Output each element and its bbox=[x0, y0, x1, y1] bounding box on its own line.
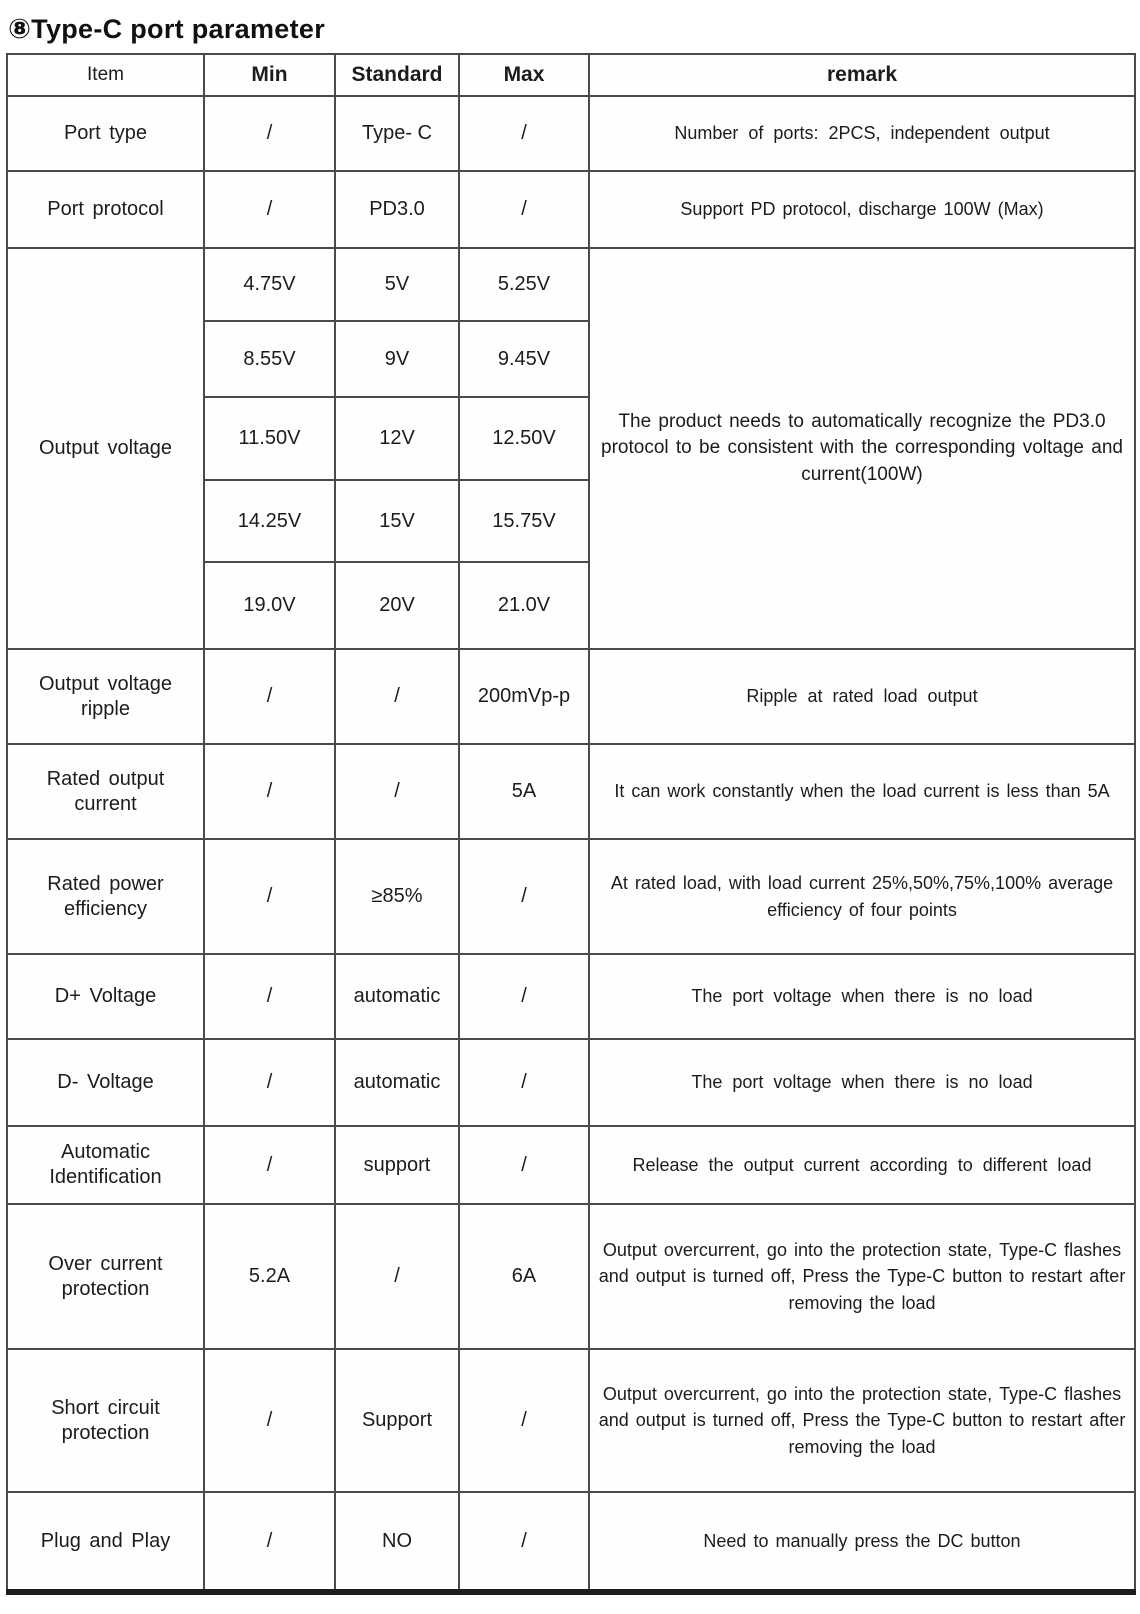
typec-parameter-table bbox=[6, 53, 1136, 1595]
remark-cell: The product needs to automatically recognize the PD3.0 protocol to be consistent with the corresponding voltage and current(100W) bbox=[589, 248, 1135, 649]
item-cell: Port type bbox=[7, 96, 204, 171]
max-cell: / bbox=[459, 96, 589, 171]
max-cell: 200mVp-p bbox=[459, 649, 589, 744]
row-output-voltage-ripple bbox=[7, 649, 1135, 744]
item-cell: D- Voltage bbox=[7, 1039, 204, 1126]
max-cell: / bbox=[459, 171, 589, 248]
standard-cell: support bbox=[335, 1126, 459, 1204]
page-title: ⑧Type-C port parameter bbox=[8, 14, 326, 44]
standard-cell: 12V bbox=[335, 397, 459, 480]
item-cell: Output voltage bbox=[7, 248, 204, 649]
item-cell: Rated power efficiency bbox=[7, 839, 204, 954]
max-cell: 5.25V bbox=[459, 248, 589, 321]
min-cell: / bbox=[204, 1039, 335, 1126]
header-min: Min bbox=[204, 54, 335, 96]
standard-cell: 20V bbox=[335, 562, 459, 649]
max-cell: 21.0V bbox=[459, 562, 589, 649]
min-cell: / bbox=[204, 649, 335, 744]
min-cell: 5.2A bbox=[204, 1204, 335, 1349]
standard-cell: / bbox=[335, 1204, 459, 1349]
remark-cell: Output overcurrent, go into the protection state, Type-C flashes and output is turned off, Press the Type-C button to restart after removing the load bbox=[589, 1349, 1135, 1492]
standard-cell: Support bbox=[335, 1349, 459, 1492]
header-standard: Standard bbox=[335, 54, 459, 96]
item-cell: Plug and Play bbox=[7, 1492, 204, 1592]
min-cell: 14.25V bbox=[204, 480, 335, 562]
remark-cell: Support PD protocol, discharge 100W (Max) bbox=[589, 171, 1135, 248]
row-plug-and-play bbox=[7, 1492, 1135, 1592]
min-cell: / bbox=[204, 1492, 335, 1592]
max-cell: / bbox=[459, 1039, 589, 1126]
standard-cell: NO bbox=[335, 1492, 459, 1592]
min-cell: 8.55V bbox=[204, 321, 335, 397]
max-cell: / bbox=[459, 1492, 589, 1592]
remark-cell: Need to manually press the DC button bbox=[589, 1492, 1135, 1592]
min-cell: / bbox=[204, 744, 335, 839]
min-cell: 4.75V bbox=[204, 248, 335, 321]
remark-cell: Ripple at rated load output bbox=[589, 649, 1135, 744]
item-cell: Short circuit protection bbox=[7, 1349, 204, 1492]
row-rated-power-efficiency bbox=[7, 839, 1135, 954]
item-cell: Over current protection bbox=[7, 1204, 204, 1349]
remark-cell: It can work constantly when the load current is less than 5A bbox=[589, 744, 1135, 839]
remark-cell: Number of ports: 2PCS, independent output bbox=[589, 96, 1135, 171]
min-cell: / bbox=[204, 954, 335, 1039]
header-remark: remark bbox=[589, 54, 1135, 96]
max-cell: / bbox=[459, 839, 589, 954]
standard-cell: 5V bbox=[335, 248, 459, 321]
remark-cell: At rated load, with load current 25%,50%,75%,100% average efficiency of four points bbox=[589, 839, 1135, 954]
item-cell: Port protocol bbox=[7, 171, 204, 248]
row-over-current-protection bbox=[7, 1204, 1135, 1349]
row-d-minus-voltage bbox=[7, 1039, 1135, 1126]
standard-cell: 15V bbox=[335, 480, 459, 562]
row-automatic-identification bbox=[7, 1126, 1135, 1204]
standard-cell: automatic bbox=[335, 954, 459, 1039]
standard-cell: ≥85% bbox=[335, 839, 459, 954]
header-row bbox=[7, 54, 1135, 96]
row-output-voltage-5v bbox=[7, 248, 1135, 321]
item-cell: Automatic Identification bbox=[7, 1126, 204, 1204]
max-cell: 15.75V bbox=[459, 480, 589, 562]
row-port-protocol bbox=[7, 171, 1135, 248]
min-cell: / bbox=[204, 1126, 335, 1204]
row-port-type bbox=[7, 96, 1135, 171]
max-cell: 5A bbox=[459, 744, 589, 839]
max-cell: 6A bbox=[459, 1204, 589, 1349]
header-max: Max bbox=[459, 54, 589, 96]
item-cell: Output voltage ripple bbox=[7, 649, 204, 744]
standard-cell: 9V bbox=[335, 321, 459, 397]
remark-cell: Output overcurrent, go into the protection state, Type-C flashes and output is turned off, Press the Type-C button to restart after removing the load bbox=[589, 1204, 1135, 1349]
remark-cell: The port voltage when there is no load bbox=[589, 1039, 1135, 1126]
standard-cell: / bbox=[335, 744, 459, 839]
item-cell: D+ Voltage bbox=[7, 954, 204, 1039]
max-cell: / bbox=[459, 1126, 589, 1204]
remark-cell: Release the output current according to different load bbox=[589, 1126, 1135, 1204]
max-cell: / bbox=[459, 1349, 589, 1492]
min-cell: 19.0V bbox=[204, 562, 335, 649]
row-d-plus-voltage bbox=[7, 954, 1135, 1039]
min-cell: / bbox=[204, 96, 335, 171]
row-short-circuit-protection bbox=[7, 1349, 1135, 1492]
standard-cell: automatic bbox=[335, 1039, 459, 1126]
min-cell: / bbox=[204, 171, 335, 248]
min-cell: / bbox=[204, 1349, 335, 1492]
max-cell: / bbox=[459, 954, 589, 1039]
max-cell: 12.50V bbox=[459, 397, 589, 480]
standard-cell: / bbox=[335, 649, 459, 744]
standard-cell: PD3.0 bbox=[335, 171, 459, 248]
min-cell: / bbox=[204, 839, 335, 954]
min-cell: 11.50V bbox=[204, 397, 335, 480]
standard-cell: Type- C bbox=[335, 96, 459, 171]
remark-cell: The port voltage when there is no load bbox=[589, 954, 1135, 1039]
item-cell: Rated output current bbox=[7, 744, 204, 839]
header-item: Item bbox=[7, 54, 204, 96]
row-rated-output-current bbox=[7, 744, 1135, 839]
max-cell: 9.45V bbox=[459, 321, 589, 397]
